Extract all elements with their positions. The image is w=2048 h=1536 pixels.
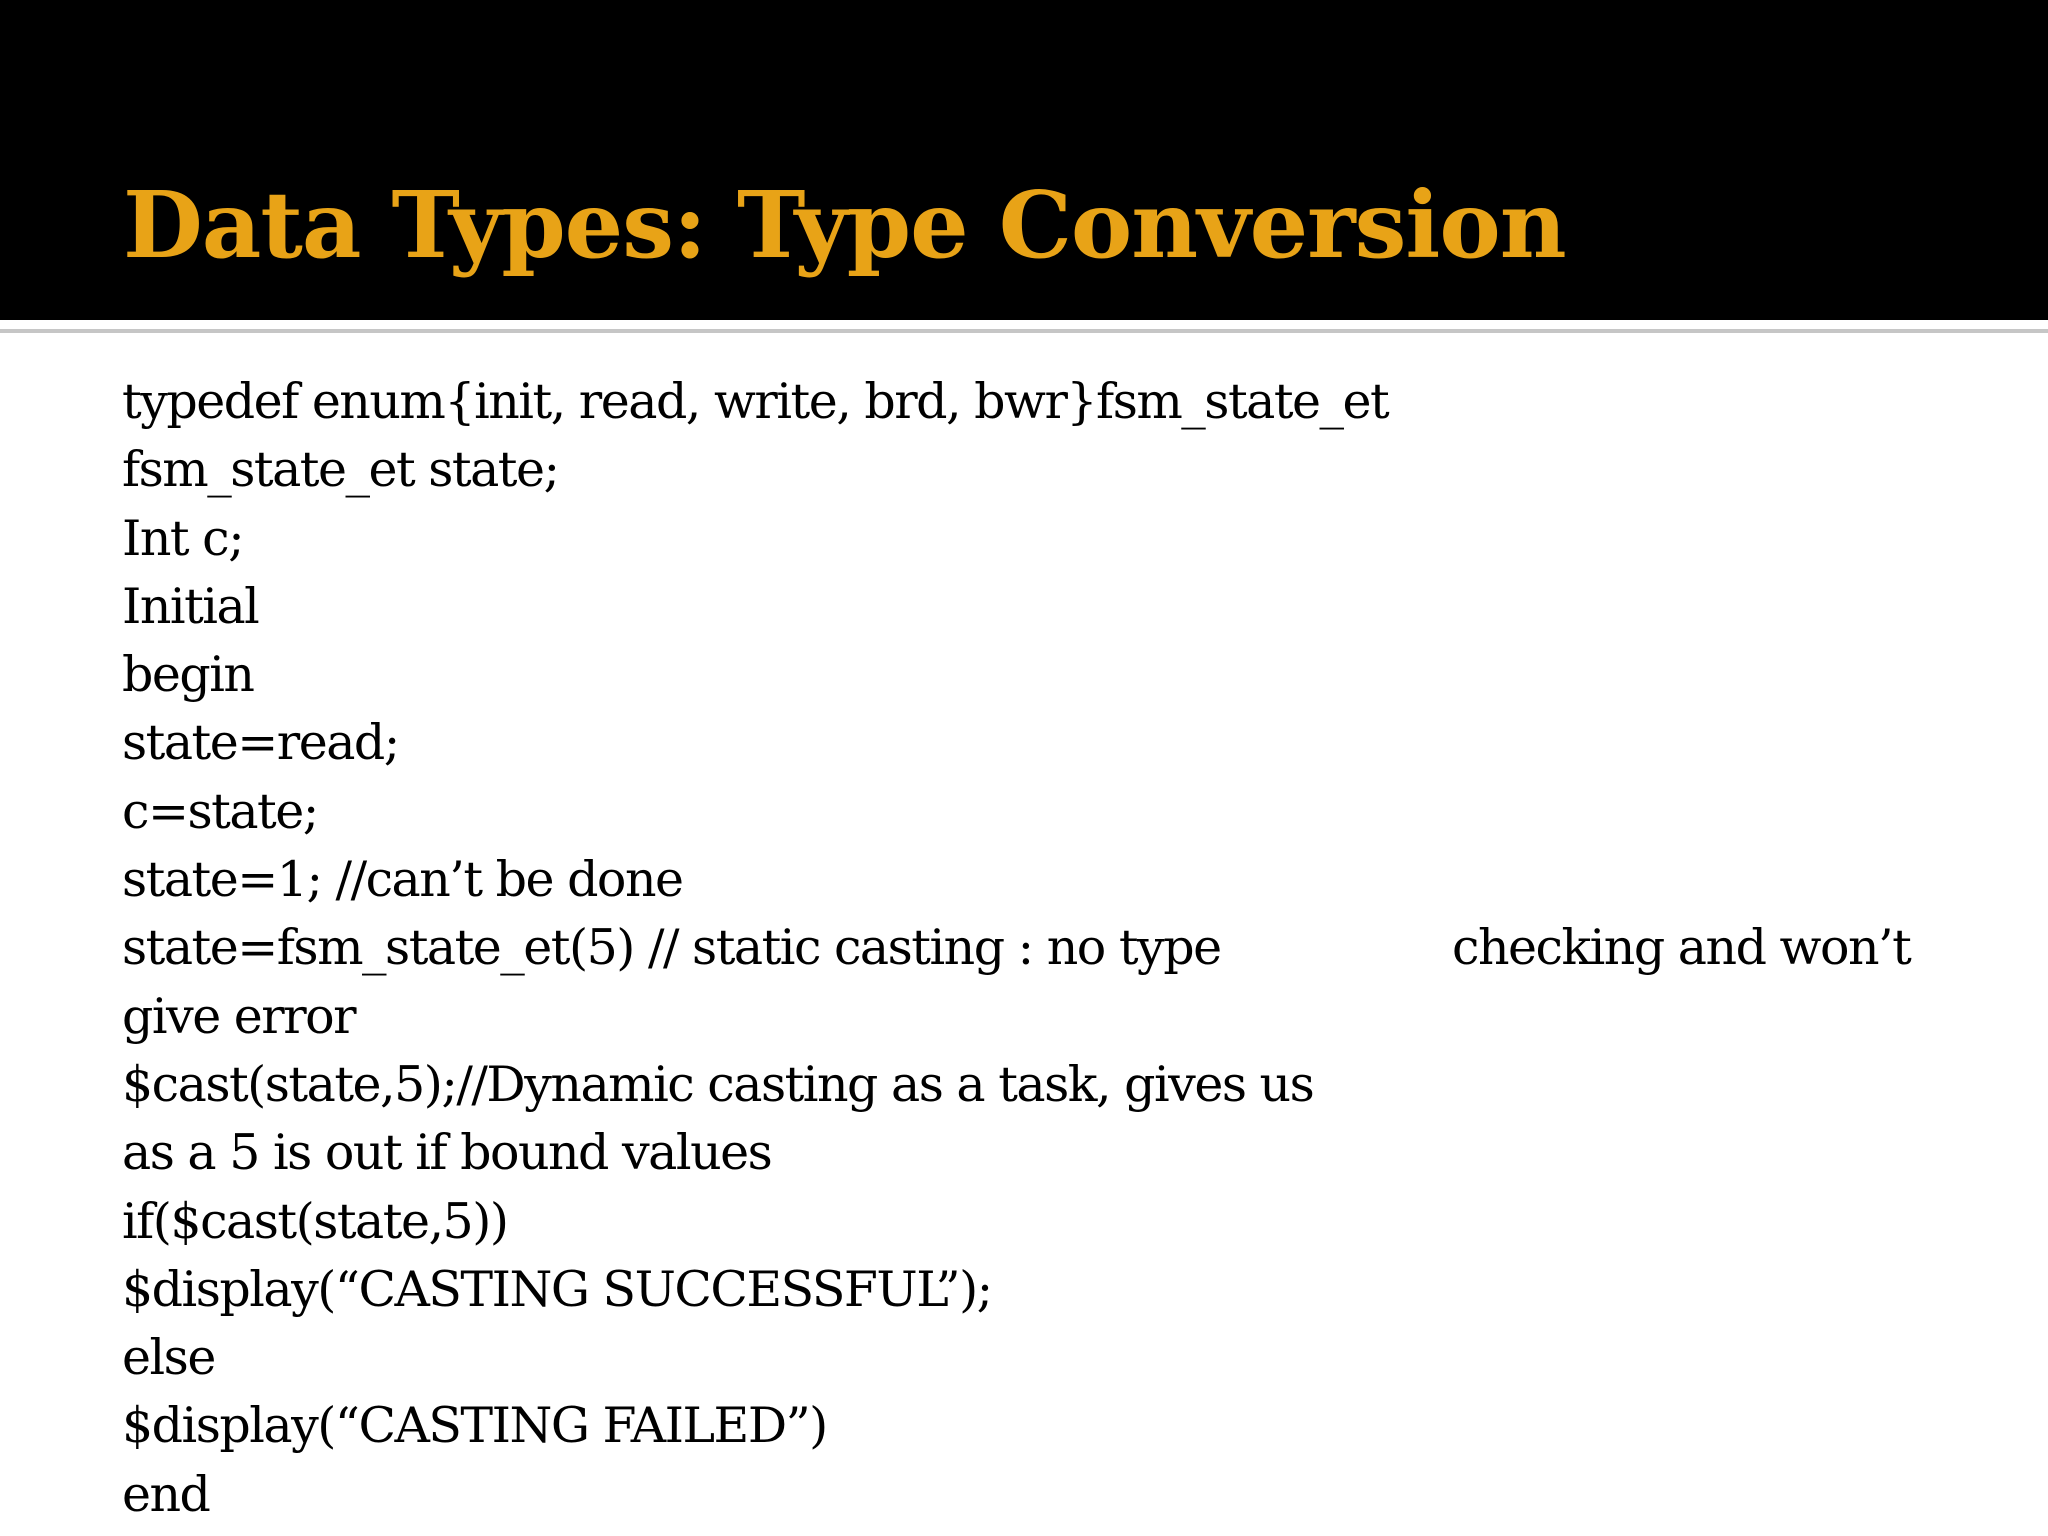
code-line-static-cast (122, 914, 2002, 982)
code-line: as a 5 is out if bound values (122, 1124, 772, 1182)
slide-header (0, 0, 2048, 320)
code-line: state=read; (122, 714, 399, 772)
code-line: fsm_state_et state; (122, 441, 559, 499)
code-line: Initial (122, 577, 259, 635)
code-line: c=state; (122, 782, 318, 840)
code-line-text: state=fsm_state_et(5) // static casting : no type (122, 919, 1221, 977)
header-divider (0, 329, 2048, 333)
code-line: begin (122, 646, 254, 704)
code-line: Int c; (122, 509, 244, 567)
code-line: $display(“CASTING SUCCESSFUL”); (122, 1260, 992, 1318)
code-line: end (122, 1465, 210, 1523)
code-line: $display(“CASTING FAILED”) (122, 1397, 827, 1455)
code-line: state=1; //can’t be done (122, 851, 683, 909)
code-line: give error (122, 987, 356, 1045)
code-line: else (122, 1329, 215, 1387)
code-line: $cast(state,5);//Dynamic casting as a task, gives us (122, 1055, 1314, 1113)
code-line: typedef enum{init, read, write, brd, bwr}fsm_state_et (122, 373, 1389, 430)
slide-body (122, 368, 2002, 1529)
code-line: if($cast(state,5)) (122, 1192, 508, 1250)
code-line-continuation: checking and won’t (1452, 919, 1911, 977)
slide-title: Data Types: Type Conversion (123, 171, 1566, 279)
